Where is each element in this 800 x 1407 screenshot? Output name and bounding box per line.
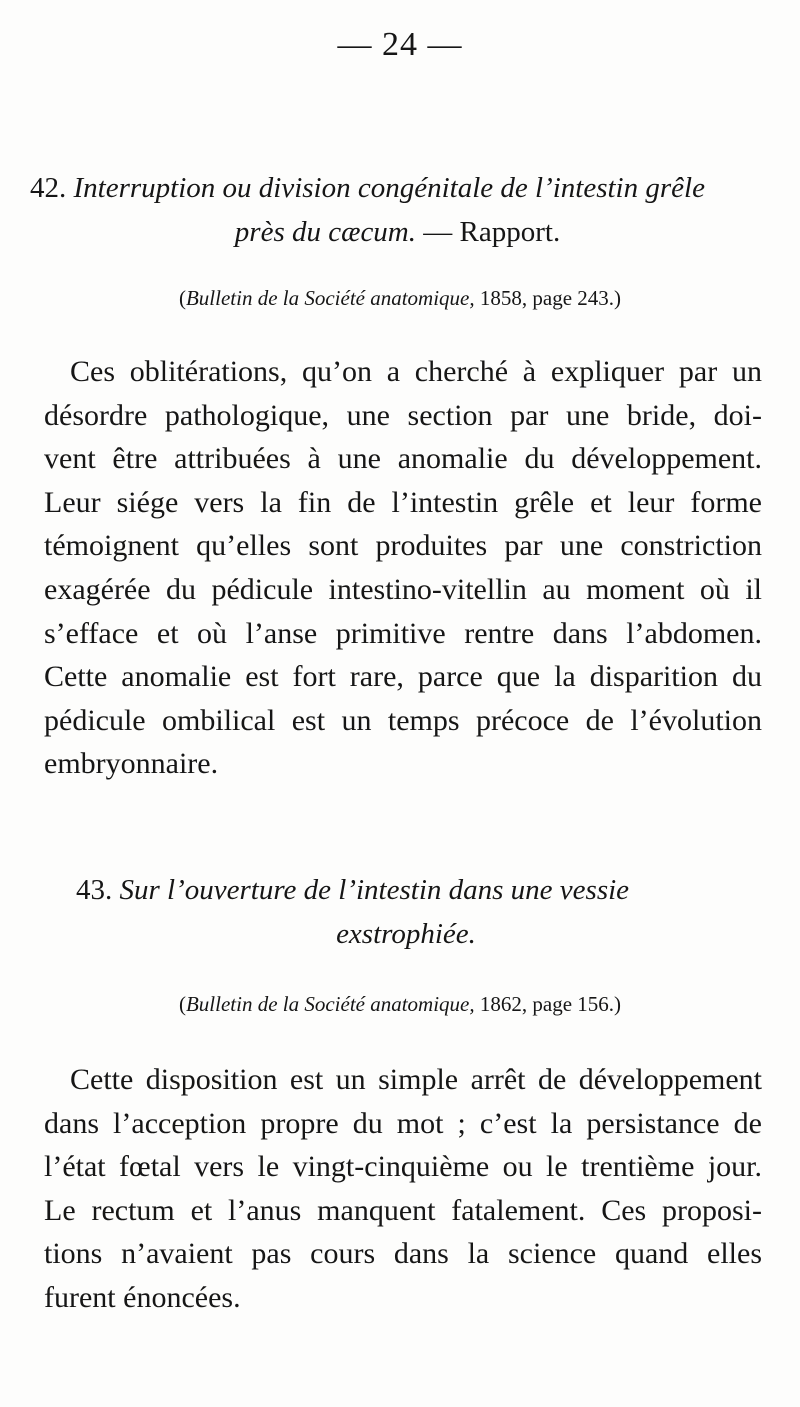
section-42-title-line1: Interruption ou division congénitale de l’intestin grêle <box>73 172 705 204</box>
section-43-citation-rest: 1862, page 156. <box>474 992 615 1016</box>
paragraph-line: Ces oblitérations, qu’on a cherché à expliquer par un <box>70 355 762 388</box>
page-number: — 24 — <box>337 26 463 63</box>
paragraph-line: vent être attribuées à une anomalie du développement. <box>44 442 762 476</box>
paragraph-line: exagérée du pédicule intestino-vitellin au moment où il <box>44 572 762 606</box>
section-42-title-line2-italic: près du cæcum. <box>234 216 417 248</box>
section-43-title-line2-italic: exstrophiée. <box>336 918 476 950</box>
paragraph-line: Leur siége vers la fin de l’intestin grêle et leur forme <box>44 485 762 519</box>
section-43-number: 43. <box>76 874 113 906</box>
section-42-heading <box>30 166 765 254</box>
section-42-title-line2-suffix: — Rapport. <box>416 216 561 248</box>
paragraph-line: pédicule ombilical est un temps précoce de l’évolution <box>44 703 762 737</box>
paragraph-line: Cette anomalie est fort rare, parce que la disparition du <box>44 660 762 694</box>
paragraph-line: dans l’acception propre du mot ; c’est la persistance de <box>44 1106 762 1140</box>
paragraph-line: embryonnaire. <box>44 747 219 781</box>
section-43-paragraph <box>44 1058 762 1320</box>
paragraph-line: s’efface et où l’anse primitive rentre dans l’abdomen. <box>44 616 762 650</box>
paragraph-line: furent énoncées. <box>44 1280 241 1314</box>
section-42-citation-journal: Bulletin de la Société anatomique, <box>185 286 475 310</box>
paragraph-line: tions n’avaient pas cours dans la science quand elles <box>44 1237 762 1271</box>
section-42-number: 42. <box>30 172 67 204</box>
section-42-citation-rest: 1858, page 243. <box>474 286 615 310</box>
section-42-citation: (Bulletin de la Société anatomique, 1858, page 243.) <box>178 286 622 310</box>
paragraph-line: Cette disposition est un simple arrêt de développement <box>70 1063 762 1096</box>
section-42-paragraph <box>44 350 762 786</box>
paragraph-line: témoignent qu’elles sont produites par une constriction <box>44 529 762 563</box>
section-42-title-line2 <box>30 210 765 254</box>
paragraph-line: désordre pathologique, une section par une bride, doi- <box>44 398 762 432</box>
paragraph-line: l’état fœtal vers le vingt-cinquième ou le trentième jour. <box>44 1150 762 1184</box>
section-43-heading <box>76 868 736 956</box>
section-43-title-line1: Sur l’ouverture de l’intestin dans une vessie <box>119 874 630 906</box>
section-43-citation-journal: Bulletin de la Société anatomique, <box>185 992 475 1016</box>
section-43-title-line2 <box>76 912 736 956</box>
paragraph-line: Le rectum et l’anus manquent fatalement. Ces proposi- <box>44 1193 762 1227</box>
section-43-citation: (Bulletin de la Société anatomique, 1862, page 156.) <box>178 992 622 1016</box>
